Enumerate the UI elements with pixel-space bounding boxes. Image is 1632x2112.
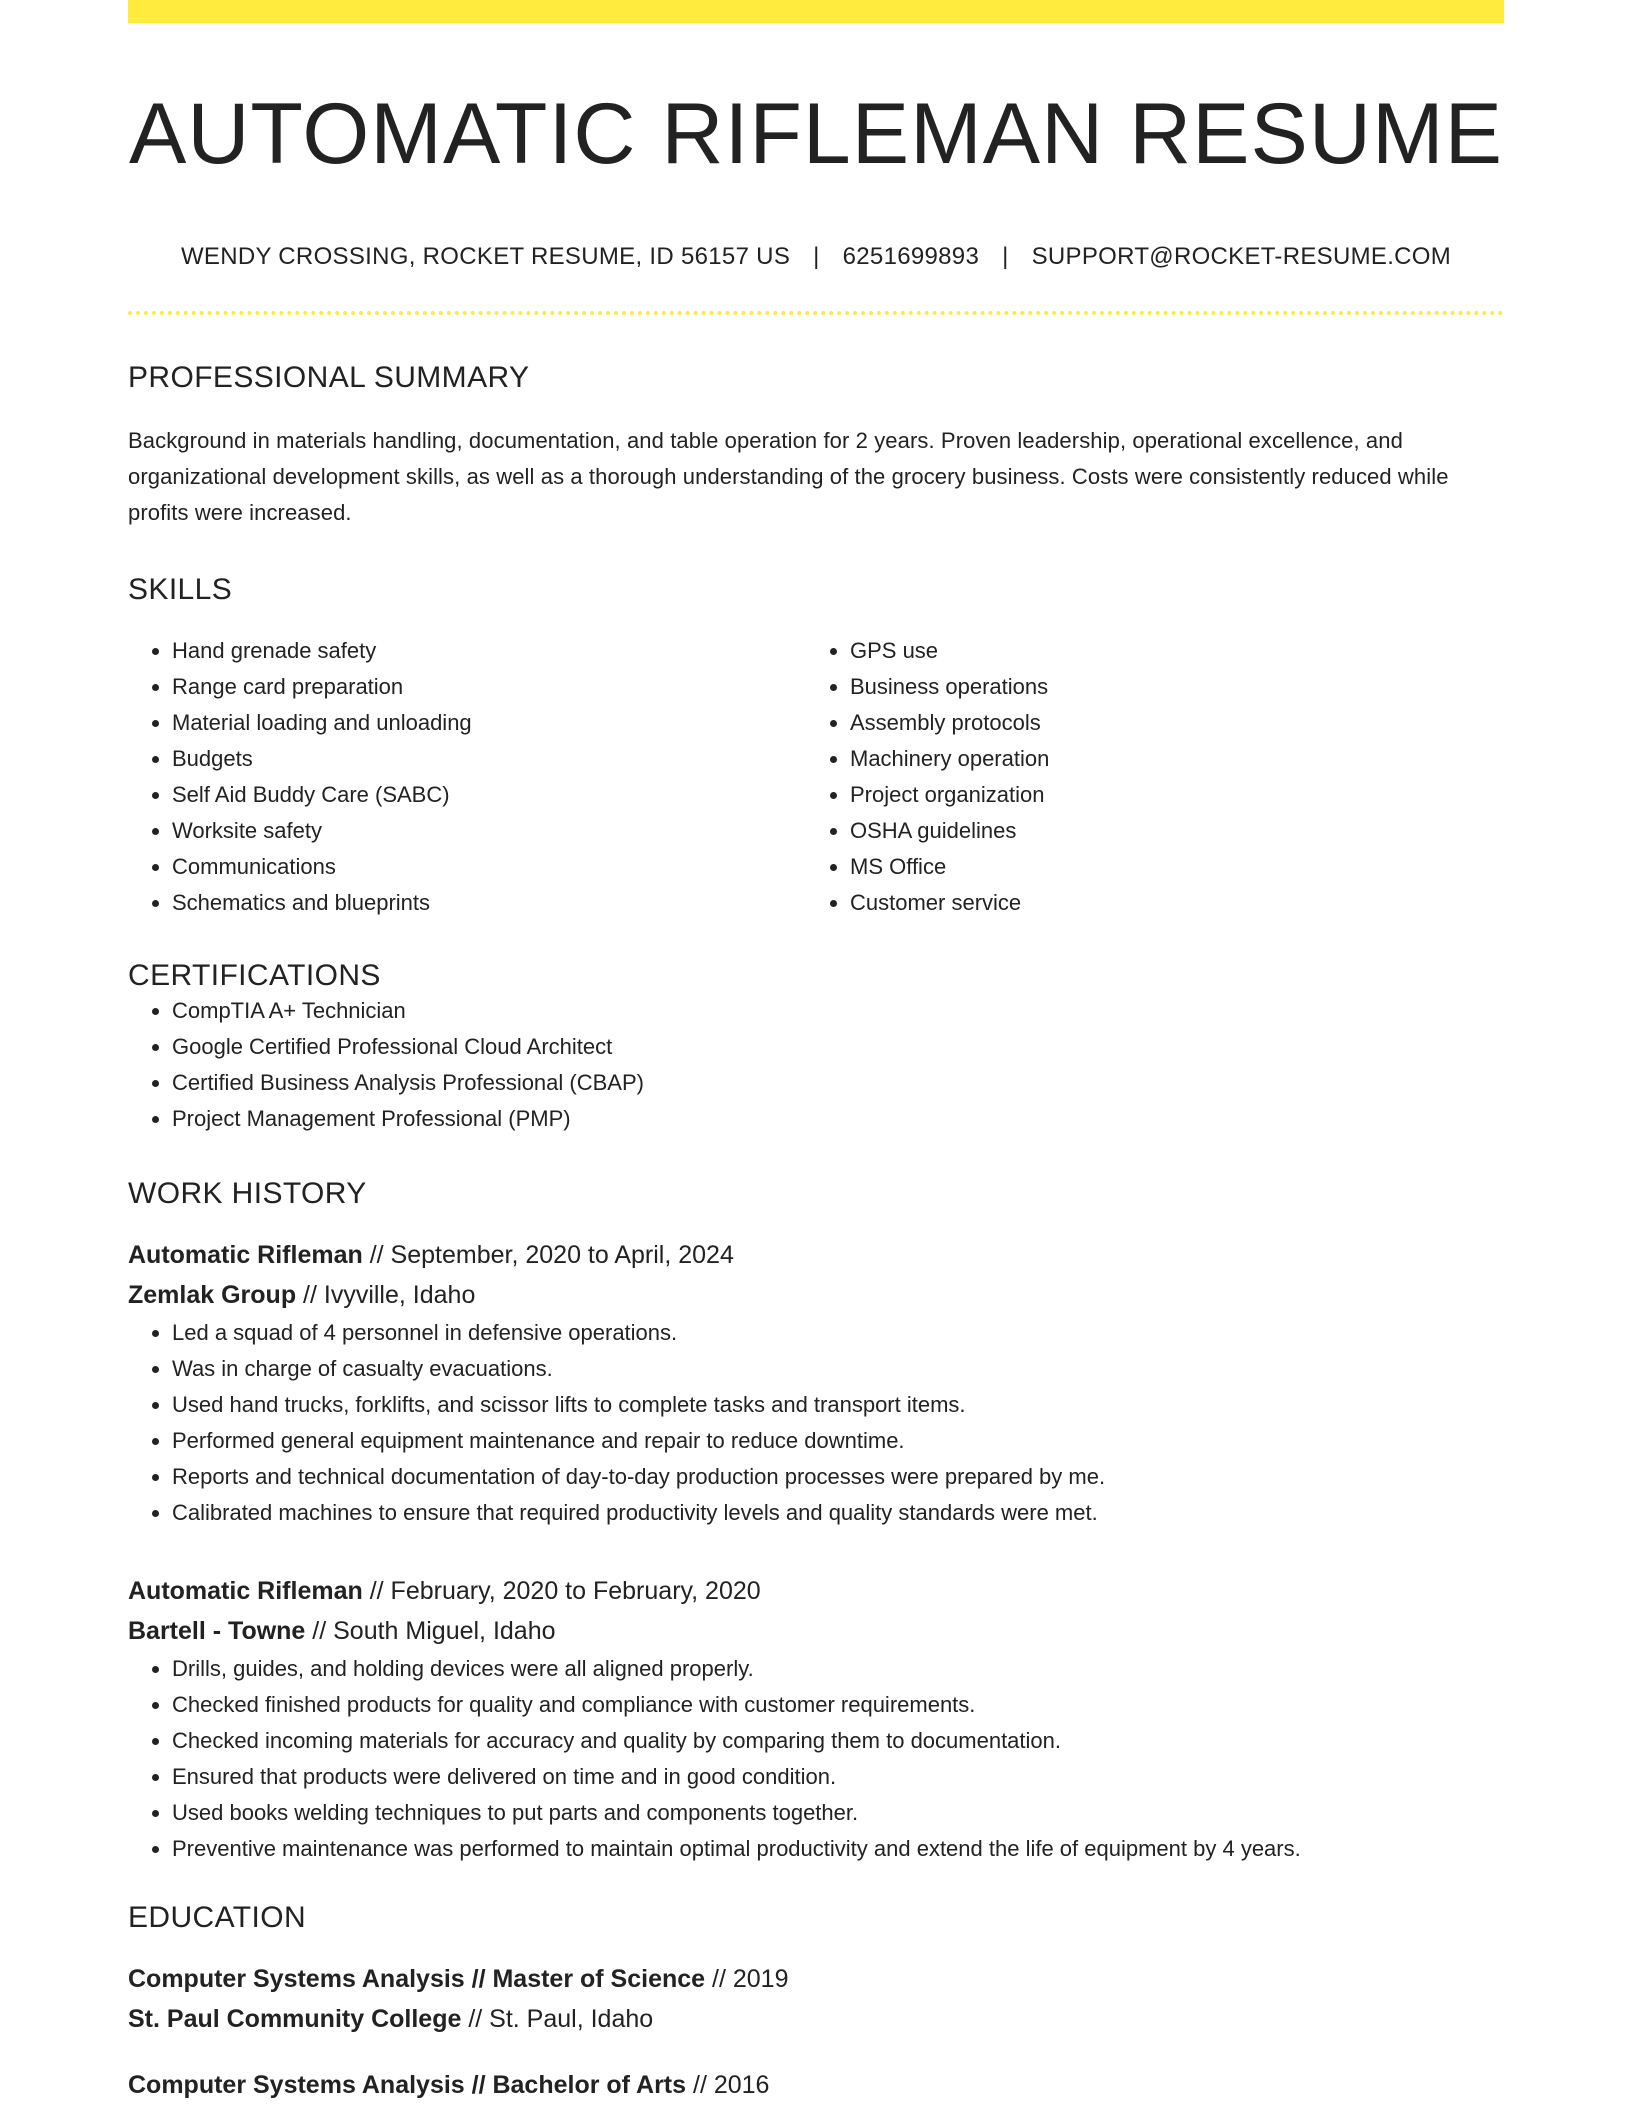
skills-columns [128, 633, 1504, 921]
contact-email: SUPPORT@ROCKET-RESUME.COM [1031, 243, 1452, 271]
summary-text: Background in materials handling, documentation, and table operation for 2 years. Proven leadership, operational excellence, and organizational development skills, as well as a thorough understanding of the grocery business. Costs were consistently reduced while profits were increased. [128, 428, 1449, 526]
job-role-line [128, 1235, 1504, 1275]
job-dates: // February, 2020 to February, 2020 [362, 1577, 761, 1606]
education-degree-line [128, 1959, 1504, 1999]
certifications-heading: CERTIFICATIONS [128, 959, 381, 993]
job-duty-item: • Ensured that products were delivered on time and in good condition. [172, 1759, 1504, 1795]
job-duty-item: • Checked incoming materials for accuracy and quality by comparing them to documentation. [172, 1723, 1504, 1759]
job-company-line [128, 1275, 1504, 1315]
contact-line [128, 243, 1504, 271]
education-location: // St. Paul, Idaho [461, 2005, 654, 2034]
accent-top-bar [128, 0, 1504, 23]
job-duty-item: • Used hand trucks, forklifts, and scissor lifts to complete tasks and transport items. [172, 1387, 1504, 1423]
job-role: Automatic Rifleman [128, 1577, 363, 1606]
education-degree: Computer Systems Analysis // Master of Science [128, 1965, 706, 1994]
job-duty-item: • Preventive maintenance was performed to maintain optimal productivity and extend the life of equipment by 4 years. [172, 1831, 1504, 1867]
skill-item: • Hand grenade safety [172, 633, 806, 669]
education-degree-line [128, 2065, 1504, 2105]
job-company-line [128, 1611, 1504, 1651]
resume-title: AUTOMATIC RIFLEMAN RESUME [128, 86, 1504, 182]
job-duty-item: • Reports and technical documentation of day-to-day production processes were prepared by me. [172, 1459, 1504, 1495]
certification-item: • Google Certified Professional Cloud Architect [172, 1029, 1504, 1065]
certification-item: • Project Management Professional (PMP) [172, 1101, 1504, 1137]
job-duty-item: • Calibrated machines to ensure that required productivity levels and quality standards were met. [172, 1495, 1504, 1531]
education-year: // 2016 [686, 2071, 770, 2100]
skill-item: • GPS use [850, 633, 1484, 669]
job-duties-list [128, 1315, 1504, 1531]
skill-item: • MS Office [850, 849, 1484, 885]
skill-item: • Material loading and unloading [172, 705, 806, 741]
job-location: // South Miguel, Idaho [305, 1617, 556, 1646]
job-duties-list [128, 1651, 1504, 1867]
job-company: Bartell - Towne [128, 1617, 306, 1646]
dotted-divider [128, 311, 1504, 315]
resume-page [128, 0, 1504, 2105]
education-school: St. Paul Community College [128, 2005, 462, 2034]
skill-item: • Assembly protocols [850, 705, 1484, 741]
skill-item: • Schematics and blueprints [172, 885, 806, 921]
job-duty-item: • Checked finished products for quality and compliance with customer requirements. [172, 1687, 1504, 1723]
certification-item: • CompTIA A+ Technician [172, 993, 1504, 1029]
skill-item: • Customer service [850, 885, 1484, 921]
education-degree: Computer Systems Analysis // Bachelor of Arts [128, 2071, 687, 2100]
skill-item: • Budgets [172, 741, 806, 777]
job-dates: // September, 2020 to April, 2024 [362, 1241, 734, 1270]
skill-item: • Project organization [850, 777, 1484, 813]
contact-address: WENDY CROSSING, ROCKET RESUME, ID 56157 US [180, 243, 791, 271]
skills-heading: SKILLS [128, 573, 233, 607]
job-duty-item: • Was in charge of casualty evacuations. [172, 1351, 1504, 1387]
job-duty-item: • Performed general equipment maintenance and repair to reduce downtime. [172, 1423, 1504, 1459]
skills-column-right [806, 633, 1484, 921]
job-duty-item: • Led a squad of 4 personnel in defensive operations. [172, 1315, 1504, 1351]
skill-item: • Business operations [850, 669, 1484, 705]
skill-item: • Machinery operation [850, 741, 1484, 777]
skill-item: • Range card preparation [172, 669, 806, 705]
skill-item: • Self Aid Buddy Care (SABC) [172, 777, 806, 813]
skill-item: • OSHA guidelines [850, 813, 1484, 849]
education-heading: EDUCATION [128, 1901, 307, 1935]
skill-item: • Worksite safety [172, 813, 806, 849]
skills-list-left [128, 633, 806, 921]
job-role: Automatic Rifleman [128, 1241, 363, 1270]
summary-heading: PROFESSIONAL SUMMARY [128, 361, 530, 395]
certifications-list [128, 993, 1504, 1137]
skill-item: • Communications [172, 849, 806, 885]
work-history-heading: WORK HISTORY [128, 1177, 367, 1211]
contact-separator: | [1002, 243, 1009, 271]
certification-item: • Certified Business Analysis Professional (CBAP) [172, 1065, 1504, 1101]
education-year: // 2019 [705, 1965, 789, 1994]
skills-list-right [806, 633, 1484, 921]
skills-column-left [128, 633, 806, 921]
contact-separator: | [813, 243, 820, 271]
contact-phone: 6251699893 [842, 243, 980, 271]
job-duty-item: • Used books welding techniques to put parts and components together. [172, 1795, 1504, 1831]
job-role-line [128, 1571, 1504, 1611]
job-duty-item: • Drills, guides, and holding devices were all aligned properly. [172, 1651, 1504, 1687]
job-location: // Ivyville, Idaho [296, 1281, 476, 1310]
education-school-line [128, 1999, 1504, 2039]
job-company: Zemlak Group [128, 1281, 297, 1310]
